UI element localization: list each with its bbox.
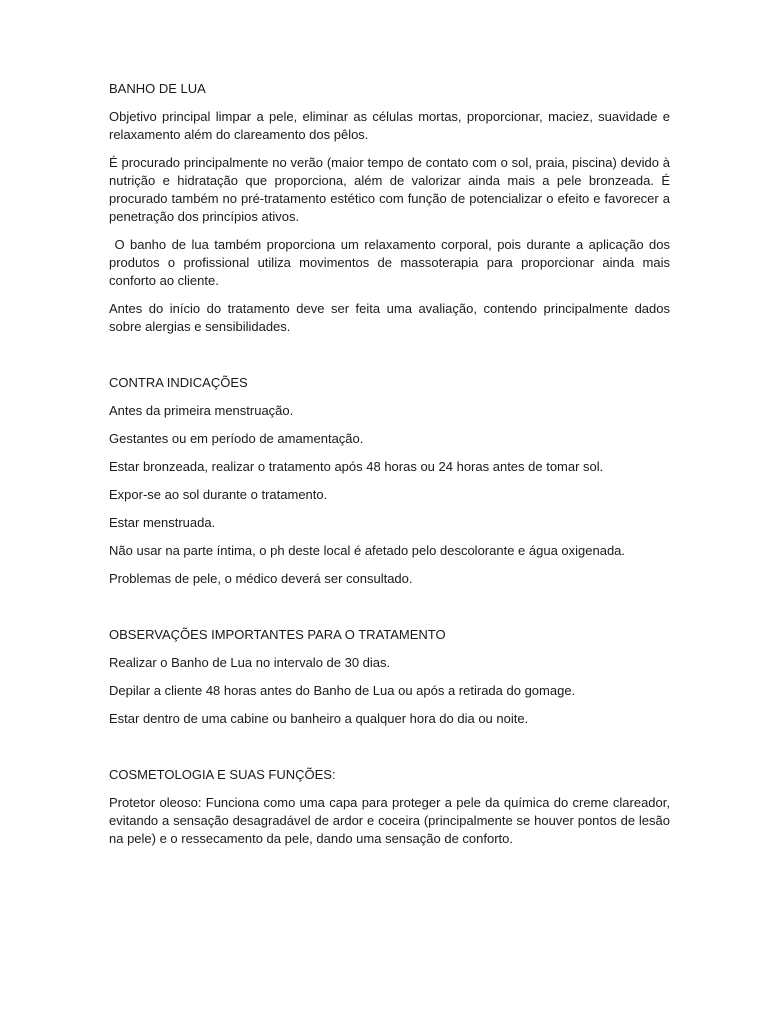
paragraph: Antes do início do tratamento deve ser feita uma avaliação, contendo principalmente dados sobre alergias e sensibilidades. <box>109 301 670 334</box>
list-item: Problemas de pele, o médico deverá ser consultado. <box>109 571 413 586</box>
list-item: Depilar a cliente 48 horas antes do Banho de Lua ou após a retirada do gomage. <box>109 683 576 698</box>
paragraph: Objetivo principal limpar a pele, eliminar as células mortas, proporcionar, maciez, suavidade e relaxamento além do clareamento dos pêlos. <box>109 109 670 142</box>
section-heading-banho-de-lua: BANHO DE LUA <box>109 81 206 96</box>
paragraph: O banho de lua também proporciona um relaxamento corporal, pois durante a aplicação dos produtos o profissional utiliza movimentos de massoterapia para proporcionar ainda mais conforto ao cliente. <box>109 237 674 288</box>
section-heading-contra-indicacoes: CONTRA INDICAÇÕES <box>109 375 248 390</box>
section-heading-observacoes: OBSERVAÇÕES IMPORTANTES PARA O TRATAMENTO <box>109 627 446 642</box>
list-item: Expor-se ao sol durante o tratamento. <box>109 487 328 502</box>
list-item: Não usar na parte íntima, o ph deste local é afetado pelo descolorante e água oxigenada. <box>109 543 626 558</box>
list-item: Gestantes ou em período de amamentação. <box>109 431 364 446</box>
document-page <box>109 80 674 848</box>
list-item: Estar bronzeada, realizar o tratamento após 48 horas ou 24 horas antes de tomar sol. <box>109 459 604 474</box>
paragraph: Protetor oleoso: Funciona como uma capa para proteger a pele da química do creme clareador, evitando a sensação desagradável de ardor e coceira (principalmente se houver pontos de lesão na pele) e o ressecamento da pele, dando uma sensação de conforto. <box>109 795 670 846</box>
list-item: Realizar o Banho de Lua no intervalo de 30 dias. <box>109 655 391 670</box>
paragraph: É procurado principalmente no verão (maior tempo de contato com o sol, praia, piscina) devido à nutrição e hidratação que proporciona, além de valorizar ainda mais a pele bronzeada. É procurado também no pré-tratamento estético com função de potencializar o efeito e favorecer a penetração dos princípios ativos. <box>109 155 670 224</box>
section-heading-cosmetologia: COSMETOLOGIA E SUAS FUNÇÕES: <box>109 767 336 782</box>
list-item: Estar dentro de uma cabine ou banheiro a qualquer hora do dia ou noite. <box>109 711 529 726</box>
list-item: Antes da primeira menstruação. <box>109 403 294 418</box>
list-item: Estar menstruada. <box>109 515 216 530</box>
